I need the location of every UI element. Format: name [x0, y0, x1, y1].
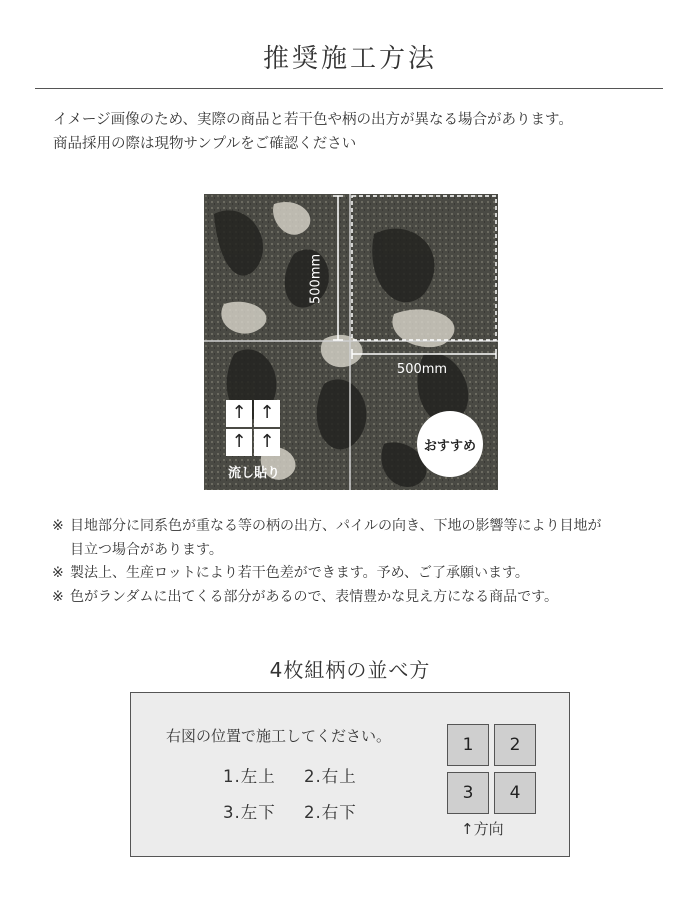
note-mark: ※ — [52, 588, 64, 605]
position-row — [223, 763, 357, 787]
note-item — [52, 586, 672, 610]
note-item — [52, 515, 672, 562]
note-text: 目地部分に同系色が重なる等の柄の出方、パイルの向き、下地の影響等により目地が — [70, 518, 602, 534]
position-item: 2.右上 — [304, 767, 357, 786]
notes-list — [52, 515, 672, 609]
page-title: 推奨施工方法 — [262, 44, 437, 74]
grid-cell: 1 — [447, 724, 489, 766]
intro-line: 商品採用の際は現物サンプルをご確認ください — [53, 136, 357, 152]
position-item: 3.左下 — [223, 803, 276, 822]
arrow-up-icon: ↑ — [226, 429, 252, 456]
position-item: 2.右下 — [304, 803, 357, 822]
grid-cell: 3 — [447, 772, 489, 814]
flow-label: 流し貼り — [227, 466, 280, 481]
recommended-badge: おすすめ — [417, 411, 483, 477]
grid-cell: 2 — [494, 724, 536, 766]
arrow-up-icon: ↑ — [254, 429, 280, 456]
note-mark: ※ — [52, 565, 64, 581]
tile-order-grid — [447, 724, 537, 814]
note-text: 目立つ場合があります。 — [70, 541, 223, 558]
intro-line: イメージ画像のため、実際の商品と若干色や柄の出方が異なる場合があります。 — [53, 112, 573, 128]
position-item: 1.左上 — [223, 767, 276, 786]
note-text: 製法上、生産ロットにより若干色差ができます。予め、ご了承願います。 — [70, 565, 529, 581]
flow-direction-arrows — [226, 400, 282, 456]
direction-label: ↑方向 — [461, 820, 504, 838]
note-item — [52, 562, 672, 586]
arrow-up-icon: ↑ — [226, 400, 252, 427]
title-divider — [35, 88, 663, 89]
arrow-up-icon: ↑ — [254, 400, 280, 427]
pattern-instructions-box — [130, 692, 570, 857]
grid-cell: 4 — [494, 772, 536, 814]
tile-layout-image — [204, 194, 498, 490]
instruction-text: 右図の位置で施工してください。 — [166, 727, 392, 745]
dimension-label-vertical: 500mm — [308, 253, 324, 305]
position-row — [223, 799, 357, 823]
note-mark: ※ — [52, 518, 64, 534]
intro-text — [53, 108, 673, 156]
section-title: 4枚組柄の並べ方 — [269, 658, 431, 682]
dimension-label-horizontal: 500mm — [396, 362, 448, 377]
note-text: 色がランダムに出てくる部分があるので、表情豊かな見え方になる商品です。 — [70, 588, 559, 605]
